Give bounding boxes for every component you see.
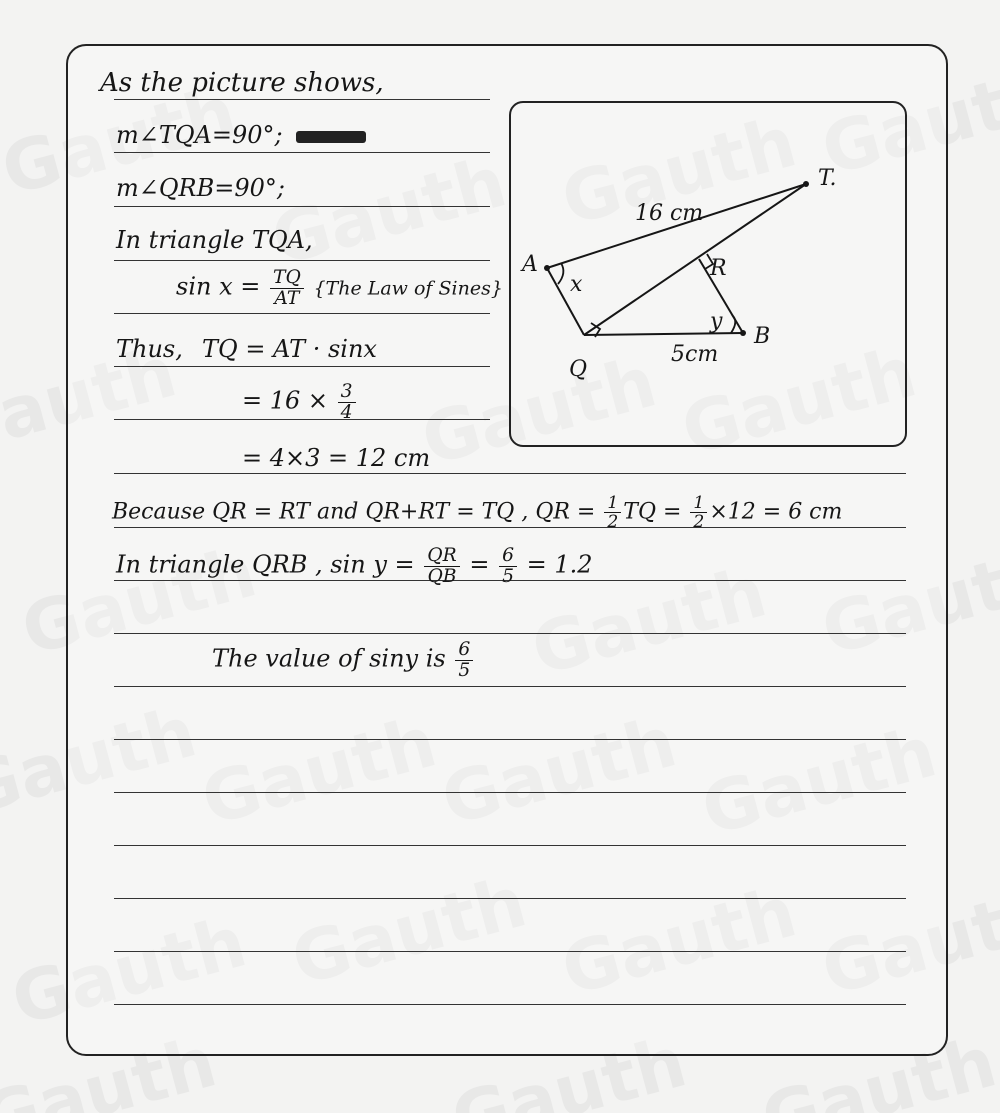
- ruled-line: [114, 206, 490, 207]
- half-fraction: [604, 494, 621, 531]
- ruled-line: [114, 473, 906, 474]
- ruled-line: [114, 792, 906, 793]
- intro-text: As the picture shows,: [100, 68, 384, 98]
- fraction-denominator: 2: [607, 512, 619, 532]
- ruled-line: [114, 99, 490, 100]
- triangle-tqa-heading: In triangle TQA,: [116, 226, 313, 254]
- ruled-line: [114, 739, 906, 740]
- because-text-end: ×12 = 6 cm: [709, 499, 843, 525]
- label-q: Q: [569, 357, 588, 382]
- scribble: [296, 131, 366, 143]
- triangle-qrb-text: In triangle QRB , sin y =: [116, 550, 415, 579]
- because-text-mid: TQ =: [623, 499, 682, 525]
- point-b: [740, 330, 746, 336]
- ruled-line: [114, 313, 490, 314]
- answer-fraction: [455, 640, 473, 680]
- answer-text: The value of siny is: [212, 644, 446, 673]
- given-angle-tqa-text: m∠TQA=90°;: [116, 121, 283, 149]
- fraction-numerator: 1: [690, 494, 707, 513]
- label-b: B: [754, 324, 771, 349]
- label-a: A: [522, 252, 538, 277]
- fraction-denominator: AT: [274, 287, 300, 309]
- fraction-numerator: 3: [338, 382, 356, 403]
- ruled-line: [114, 686, 906, 687]
- ruled-line: [114, 845, 906, 846]
- ruled-line: [114, 366, 490, 367]
- fraction-denominator: 5: [458, 659, 471, 681]
- point-a: [544, 265, 550, 271]
- tq-equation: TQ = AT · sinx: [202, 335, 377, 363]
- given-angle-tqa: [116, 123, 366, 147]
- answer-line: [212, 640, 475, 680]
- step-3: = 4×3 = 12 cm: [242, 444, 431, 472]
- label-t: T.: [818, 166, 837, 191]
- half-fraction: [690, 494, 707, 531]
- ruled-line: [114, 898, 906, 899]
- law-of-sines-note: {The Law of Sines}: [313, 277, 503, 300]
- segment-at: [547, 184, 806, 268]
- triangle-figure: [511, 103, 909, 449]
- ruled-line: [114, 1004, 906, 1005]
- fraction-numerator: TQ: [270, 268, 304, 289]
- fraction-numerator: 1: [604, 494, 621, 513]
- three-quarters-fraction: [338, 382, 356, 422]
- sin-y-value: = 1.2: [526, 550, 593, 579]
- fraction-numerator: 6: [499, 546, 517, 567]
- point-t: [803, 181, 809, 187]
- sine-x-equation: [176, 268, 503, 308]
- sine-x-lhs: sin x =: [176, 272, 261, 301]
- fraction-denominator: 4: [340, 401, 353, 423]
- because-text: Because QR = RT and QR+RT = TQ , QR =: [112, 499, 596, 525]
- triangle-qrb-line: [116, 546, 593, 586]
- because-line: [112, 494, 842, 531]
- equals-sign: =: [469, 550, 490, 579]
- fraction-numerator: 6: [455, 640, 473, 661]
- sine-x-fraction: [270, 268, 304, 308]
- six-fifths-fraction: [499, 546, 517, 586]
- label-r: R: [710, 256, 727, 281]
- fraction-denominator: 5: [502, 565, 514, 587]
- label-angle-y: y: [710, 309, 723, 334]
- ruled-line: [114, 260, 490, 261]
- label-length-at: 16 cm: [635, 201, 704, 226]
- step-2: [242, 382, 358, 422]
- fraction-denominator: QB: [427, 565, 457, 587]
- label-angle-x: x: [570, 272, 583, 297]
- ruled-line: [114, 951, 906, 952]
- ruled-line: [114, 633, 906, 634]
- figure-box: [509, 101, 907, 447]
- fraction-denominator: 2: [693, 512, 705, 532]
- thus-label: Thus,: [116, 335, 183, 363]
- angle-x-arc: [558, 263, 563, 284]
- fraction-numerator: QR: [424, 546, 459, 567]
- given-angle-qrb: m∠QRB=90°;: [116, 174, 285, 202]
- step-2-lhs: = 16 ×: [242, 386, 329, 415]
- qr-over-qb-fraction: [424, 546, 459, 586]
- ruled-line: [114, 152, 490, 153]
- label-length-qb: 5cm: [671, 342, 719, 367]
